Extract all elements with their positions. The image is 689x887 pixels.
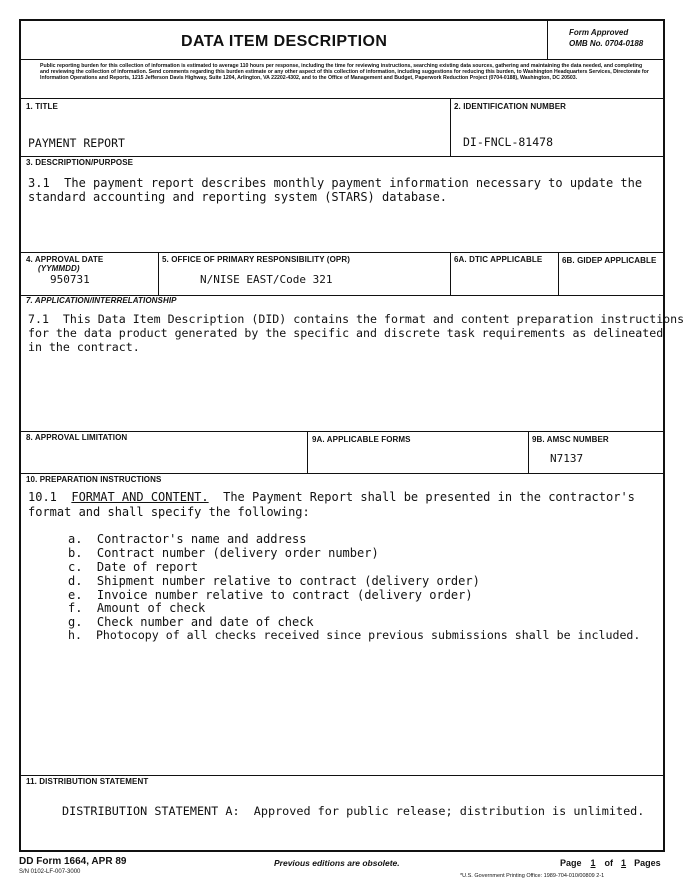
approval-limitation-label: 8. APPROVAL LIMITATION: [26, 433, 128, 442]
paragraph-number: 10.1: [28, 490, 57, 504]
block5-6a-divider: [450, 252, 451, 296]
list-item: [68, 601, 205, 615]
approval-date-format: (YYMMDD): [38, 264, 80, 273]
identification-number-label: 2. IDENTIFICATION NUMBER: [454, 102, 567, 111]
application-line-2: for the data product generated by the specific and discrete task requirements as delineated: [28, 326, 664, 340]
page-word: Page: [560, 858, 582, 868]
distribution-statement-value: DISTRIBUTION STATEMENT A: Approved for public release; distribution is unlimited.: [62, 804, 645, 818]
approval-date-label: 4. APPROVAL DATE: [26, 255, 104, 264]
application-label: 7. APPLICATION/INTERRELATIONSHIP: [26, 296, 177, 305]
item-letter: d.: [68, 574, 83, 588]
block8-bottom-rule: [19, 473, 665, 474]
list-item: [68, 546, 379, 560]
description-line-2: standard accounting and reporting system (STARS) database.: [28, 190, 448, 204]
item-text: Invoice number relative to contract (delivery order): [96, 588, 473, 602]
item-text: Shipment number relative to contract (delivery order): [96, 574, 480, 588]
pages-word: Pages: [634, 858, 661, 868]
page-number: 1: [590, 858, 596, 868]
description-label: 3. DESCRIPTION/PURPOSE: [26, 158, 134, 167]
previous-editions-note: Previous editions are obsolete.: [274, 858, 400, 868]
list-item: [68, 574, 480, 588]
identification-number-value: DI-FNCL-81478: [463, 135, 554, 149]
block7-bottom-rule: [19, 431, 665, 432]
title-label: 1. TITLE: [26, 102, 58, 111]
block8-9a-divider: [307, 431, 308, 473]
item-text: Contract number (delivery order number): [96, 546, 379, 560]
block10-bottom-rule: [19, 775, 665, 776]
applicable-forms-label: 9A. APPLICABLE FORMS: [312, 435, 411, 444]
stock-number: S/N 0102-LF-007-3000: [19, 869, 81, 875]
item-letter: e.: [68, 588, 83, 602]
list-item: [68, 560, 198, 574]
approval-date-value: 950731: [50, 273, 90, 286]
header-bottom-rule: [19, 59, 665, 60]
item-letter: f.: [68, 601, 83, 615]
opr-value: N/NISE EAST/Code 321: [200, 273, 333, 286]
paragraph-heading: FORMAT AND CONTENT.: [71, 490, 209, 504]
application-line-3: in the contract.: [28, 340, 140, 354]
block3-bottom-rule: [19, 252, 665, 253]
amsc-number-value: N7137: [550, 452, 584, 465]
item-text: Check number and date of check: [96, 615, 314, 629]
burden-statement: Public reporting burden for this collection of information is estimated to average 110 hours per response, including the time for reviewing instructions, searching existing data sources, gathering and maintaining the data needed, and completing and reviewing the collection of information. Send comments regarding this burden estimate or any other aspect of this collection of information, including suggestions for reducing this burden, to Washington Headquarters Services, Directorate for Information Operations and Reports, 1215 Jefferson Davis Highway, Suite 1204, Arlington, VA 22202-4302, and to the Office of Management and Budget, Paperwork Reduction Project (0704-0188), Washington, DC 20503.: [40, 63, 649, 82]
approval-line-1: Form Approved: [569, 28, 629, 37]
page-count: [560, 858, 661, 868]
item-letter: g.: [68, 615, 83, 629]
of-word: of: [604, 858, 614, 868]
opr-label: 5. OFFICE OF PRIMARY RESPONSIBILITY (OPR): [162, 255, 350, 264]
paragraph-10-1-line-2: format and shall specify the following:: [28, 505, 310, 519]
application-line-1: 7.1 This Data Item Description (DID) contains the format and content preparation instructions: [28, 312, 685, 326]
dtic-applicable-label: 6A. DTIC APPLICABLE: [454, 255, 543, 264]
header-divider: [547, 19, 548, 59]
gidep-applicable-label: 6B. GIDEP APPLICABLE: [562, 256, 657, 265]
gpo-imprint: *U.S. Government Printing Office: 1989-704-010/00809 2-1: [460, 873, 605, 879]
block4-5-divider: [158, 252, 159, 296]
page-total: 1: [621, 858, 627, 868]
paragraph-10-1: [28, 490, 635, 504]
block6a-6b-divider: [558, 252, 559, 296]
approval-line-2: OMB No. 0704-0188: [569, 39, 644, 48]
amsc-number-label: 9B. AMSC NUMBER: [532, 435, 609, 444]
item-letter: h.: [68, 628, 82, 642]
block1-bottom-rule: [19, 156, 665, 157]
title-value: PAYMENT REPORT: [28, 136, 125, 150]
burden-bottom-rule: [19, 98, 665, 99]
list-item: [68, 615, 314, 629]
distribution-statement-label: 11. DISTRIBUTION STATEMENT: [26, 777, 149, 786]
form-title: DATA ITEM DESCRIPTION: [181, 33, 388, 50]
item-letter: c.: [68, 560, 83, 574]
item-letter: a.: [68, 532, 83, 546]
preparation-instructions-label: 10. PREPARATION INSTRUCTIONS: [26, 475, 162, 484]
list-item: [68, 628, 640, 642]
block1-2-divider: [450, 98, 451, 156]
item-text: Date of report: [96, 560, 199, 574]
item-letter: b.: [68, 546, 83, 560]
list-item: [68, 532, 306, 546]
item-text: Amount of check: [96, 601, 206, 615]
form-identifier: DD Form 1664, APR 89: [19, 856, 127, 867]
item-text: Photocopy of all checks received since previous submissions shall be included.: [95, 628, 641, 642]
block9a-9b-divider: [528, 431, 529, 473]
item-text: Contractor's name and address: [96, 532, 307, 546]
description-line-1: 3.1 The payment report describes monthly payment information necessary to update the: [28, 176, 643, 190]
paragraph-text: The Payment Report shall be presented in the contractor's: [223, 490, 635, 504]
list-item: [68, 588, 473, 602]
